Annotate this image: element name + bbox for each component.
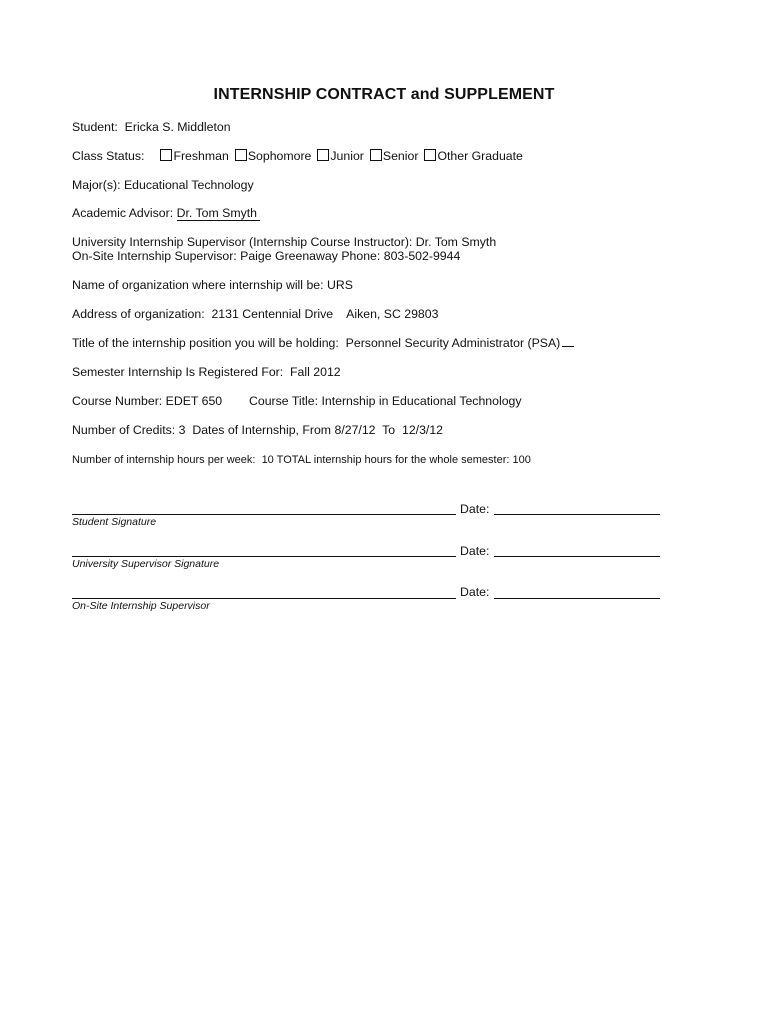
academic-advisor-line <box>72 206 260 220</box>
academic-advisor-label: Academic Advisor: <box>72 206 174 220</box>
student-name: Ericka S. Middleton <box>124 120 231 134</box>
semester-line <box>72 365 341 379</box>
university-supervisor-signature-line[interactable] <box>72 556 456 557</box>
onsite-phone-value: 803-502-9944 <box>383 249 461 263</box>
onsite-supervisor-date-label: Date: <box>460 585 490 599</box>
checkbox-freshman[interactable] <box>160 149 172 161</box>
onsite-supervisor-signature-caption: On-Site Internship Supervisor <box>72 600 210 612</box>
dates-to: 12/3/12 <box>401 423 444 437</box>
position-value: Personnel Security Administrator (PSA) <box>345 336 561 350</box>
hours-total-value: 100 <box>512 454 531 466</box>
dates-label: Dates of Internship, From <box>192 423 332 437</box>
onsite-supervisor-label: On-Site Internship Supervisor: <box>72 249 237 263</box>
organization-line <box>72 278 353 292</box>
class-status-label: Class Status: <box>72 149 145 163</box>
dates-to-label: To <box>382 423 396 437</box>
university-supervisor-line <box>72 235 496 249</box>
document-title: INTERNSHIP CONTRACT and SUPPLEMENT <box>213 86 555 103</box>
student-signature-line[interactable] <box>72 514 456 515</box>
student-date-label: Date: <box>460 502 490 516</box>
hours-total-label: TOTAL internship hours for the whole semester: <box>276 454 510 466</box>
address-street: 2131 Centennial Drive <box>211 307 334 321</box>
course-line <box>72 394 522 408</box>
onsite-supervisor-value: Paige Greenaway <box>240 249 338 263</box>
student-line <box>72 120 231 134</box>
university-supervisor-date-label: Date: <box>460 544 490 558</box>
position-underline <box>562 336 574 347</box>
university-supervisor-date-line[interactable] <box>494 556 660 557</box>
onsite-phone-label: Phone: <box>341 249 381 263</box>
majors-line <box>72 178 254 192</box>
credits-label: Number of Credits: <box>72 423 176 437</box>
dates-from: 8/27/12 <box>334 423 376 437</box>
option-junior: Junior <box>330 149 364 163</box>
semester-label: Semester Internship Is Registered For: <box>72 365 284 379</box>
academic-advisor-value: Dr. Tom Smyth <box>177 206 260 221</box>
course-title-label: Course Title: <box>249 394 319 408</box>
credits-line <box>72 423 443 437</box>
position-line <box>72 336 574 350</box>
credits-value: 3 <box>178 423 186 437</box>
student-label: Student: <box>72 120 118 134</box>
hours-line <box>72 453 531 467</box>
university-supervisor-signature-caption: University Supervisor Signature <box>72 558 220 570</box>
option-freshman: Freshman <box>173 149 229 163</box>
organization-value: URS <box>326 278 353 292</box>
class-status-line <box>72 149 523 163</box>
course-number-label: Course Number: <box>72 394 163 408</box>
checkbox-junior[interactable] <box>317 149 329 161</box>
majors-label: Major(s): <box>72 178 121 192</box>
address-line <box>72 307 438 321</box>
option-sophomore: Sophomore <box>247 149 312 163</box>
checkbox-other-graduate[interactable] <box>424 149 436 161</box>
organization-label: Name of organization where internship will be: <box>72 278 324 292</box>
university-supervisor-value: Dr. Tom Smyth <box>415 235 497 249</box>
checkbox-sophomore[interactable] <box>235 149 247 161</box>
student-date-line[interactable] <box>494 514 660 515</box>
address-label: Address of organization: <box>72 307 205 321</box>
onsite-supervisor-line <box>72 249 460 263</box>
checkbox-senior[interactable] <box>370 149 382 161</box>
university-supervisor-label: University Internship Supervisor (Internship Course Instructor): <box>72 235 413 249</box>
course-title-value: Internship in Educational Technology <box>321 394 522 408</box>
semester-value: Fall 2012 <box>290 365 341 379</box>
course-number-value: EDET 650 <box>165 394 223 408</box>
address-city: Aiken, SC 29803 <box>346 307 439 321</box>
hours-per-week-value: 10 <box>261 454 274 466</box>
onsite-supervisor-signature-line[interactable] <box>72 598 456 599</box>
student-signature-caption: Student Signature <box>72 516 157 528</box>
onsite-supervisor-date-line[interactable] <box>494 598 660 599</box>
option-senior: Senior <box>382 149 419 163</box>
position-label: Title of the internship position you will be holding: <box>72 336 339 350</box>
majors-value: Educational Technology <box>123 178 254 192</box>
option-other-graduate: Other Graduate <box>437 149 523 163</box>
hours-per-week-label: Number of internship hours per week: <box>72 454 256 466</box>
